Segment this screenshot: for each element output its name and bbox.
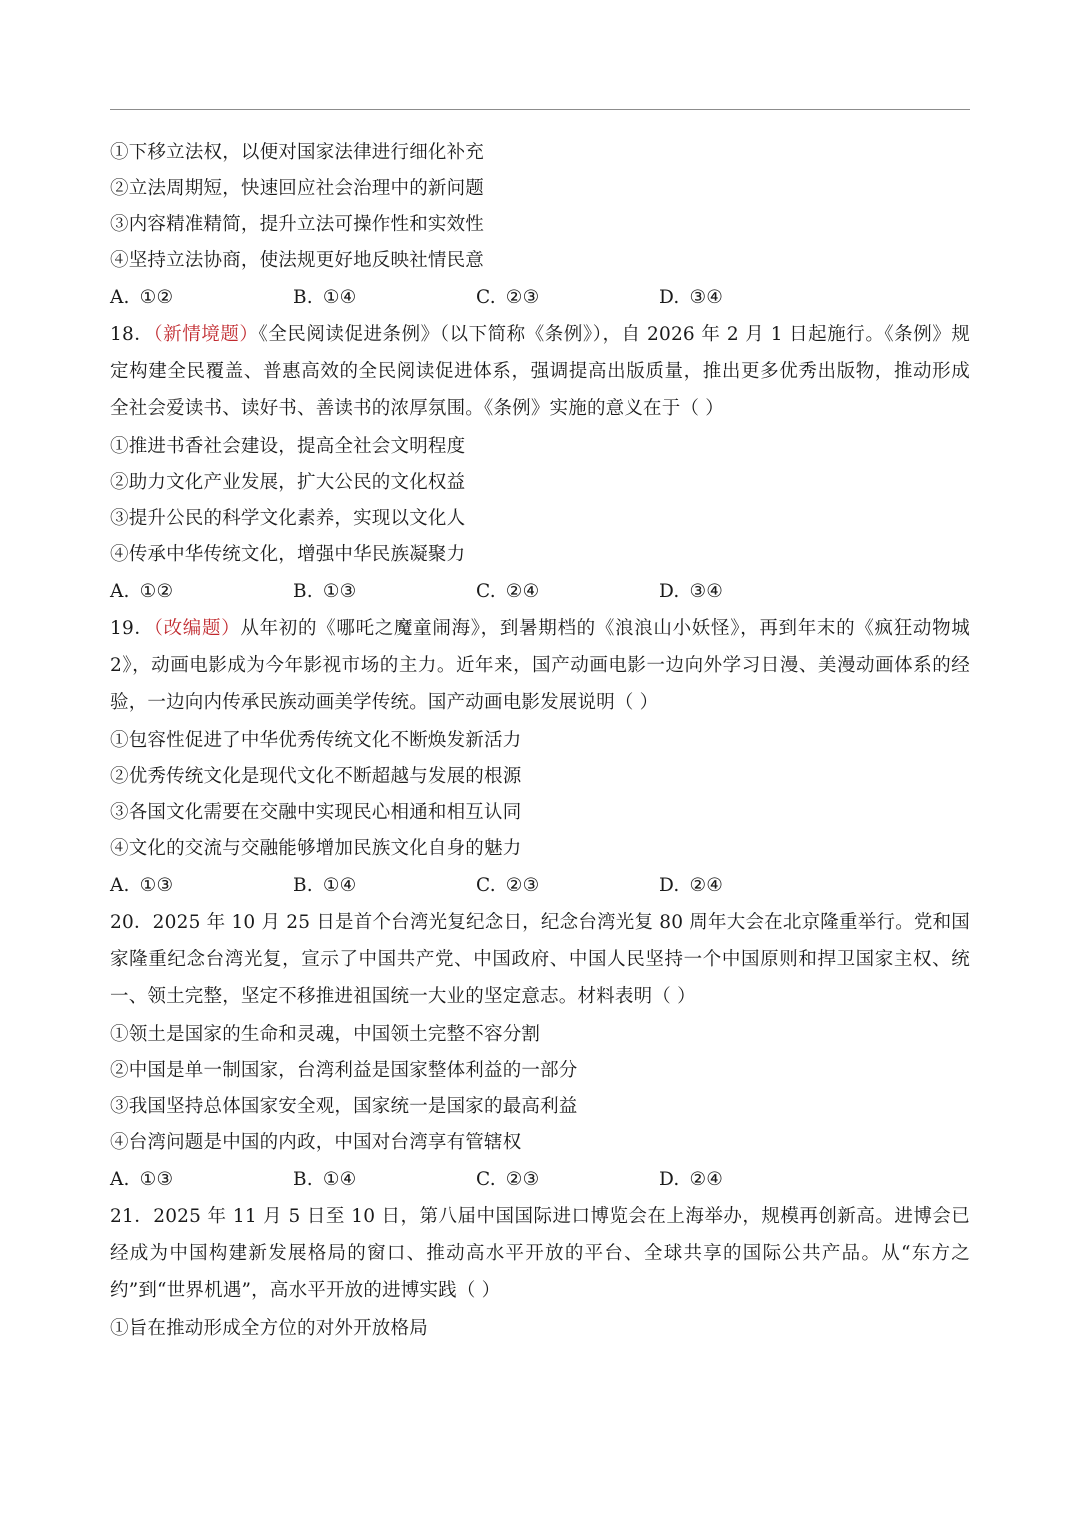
- q17-statement-4: ④坚持立法协商，使法规更好地反映社情民意: [110, 250, 485, 271]
- q19-stem-text: 从年初的《哪吒之魔童闹海》，到暑期档的《浪浪山小妖怪》，再到年末的《疯狂动物城 2》，动画电影成为今年影视市场的主力。近年来，国产动画电影一边向外学习日漫、美漫动画体系的经验，一边向内传承民族动画美学传统。国产动画电影发展说明（ ）: [110, 618, 970, 713]
- q19-option-a[interactable]: A. ①③: [110, 875, 174, 896]
- q18-option-a[interactable]: A. ①②: [110, 581, 174, 602]
- q17-option-a[interactable]: A. ①②: [110, 287, 174, 308]
- q20-option-a[interactable]: A. ①③: [110, 1169, 174, 1190]
- q19-number: 19．: [110, 618, 154, 639]
- q19-statement-3: ③各国文化需要在交融中实现民心相通和相互认同: [110, 802, 522, 823]
- q21-stem-text: 2025 年 11 月 5 日至 10 日，第八届中国国际进口博览会在上海举办，规模再创新高。进博会已经成为中国构建新发展格局的窗口、推动高水平开放的平台、全球共享的国际公共产品。从“东方之约”到“世界机遇”，高水平开放的进博实践（ ）: [110, 1206, 970, 1301]
- q17-option-c[interactable]: C. ②③: [476, 287, 540, 308]
- q19-stem: [110, 610, 970, 721]
- q17-statement-3: ③内容精准精简，提升立法可操作性和实效性: [110, 214, 485, 235]
- q20-option-d[interactable]: D. ②④: [659, 1169, 724, 1190]
- q20-option-c[interactable]: C. ②③: [476, 1169, 540, 1190]
- q19-option-d[interactable]: D. ②④: [659, 875, 724, 896]
- q20-statement-4: ④台湾问题是中国的内政，中国对台湾享有管辖权: [110, 1132, 522, 1153]
- q21-statement-1: ①旨在推动形成全方位的对外开放格局: [110, 1318, 428, 1339]
- q18-statement-1: ①推进书香社会建设，提高全社会文明程度: [110, 436, 466, 457]
- q19-tag: （改编题）: [153, 618, 241, 639]
- q18-stem: [110, 316, 970, 427]
- q18-option-d[interactable]: D. ③④: [659, 581, 724, 602]
- q20-stem-text: 2025 年 10 月 25 日是首个台湾光复纪念日，纪念台湾光复 80 周年大会在北京隆重举行。党和国家隆重纪念台湾光复，宣示了中国共产党、中国政府、中国人民坚持一个中国原则和捍卫国家主权、统一、领土完整，坚定不移推进祖国统一大业的坚定意志。材料表明（ ）: [110, 912, 970, 1007]
- q18-option-b[interactable]: B. ①③: [293, 581, 357, 602]
- q20-statement-2: ②中国是单一制国家，台湾利益是国家整体利益的一部分: [110, 1060, 578, 1081]
- q17-statement-2: ②立法周期短，快速回应社会治理中的新问题: [110, 178, 485, 199]
- q18-statement-4: ④传承中华传统文化，增强中华民族凝聚力: [110, 544, 466, 565]
- q18-stem-text: 《全民阅读促进条例》（以下简称《条例》），自 2026 年 2 月 1 日起施行。《条例》规定构建全民覆盖、普惠高效的全民阅读促进体系，强调提高出版质量，推出更多优秀出版物，推动形成全社会爱读书、读好书、善读书的浓厚氛围。《条例》实施的意义在于（ ）: [110, 324, 971, 419]
- q20-options: [110, 1167, 970, 1193]
- q18-option-c[interactable]: C. ②④: [476, 581, 540, 602]
- q18-options: [110, 579, 970, 605]
- q20-statement-1: ①领土是国家的生命和灵魂，中国领土完整不容分割: [110, 1024, 541, 1045]
- q18-statement-3: ③提升公民的科学文化素养，实现以文化人: [110, 508, 466, 529]
- q17-statement-1: ①下移立法权，以便对国家法律进行细化补充: [110, 142, 485, 163]
- q18-tag: （新情境题）: [153, 324, 259, 345]
- q20-statement-3: ③我国坚持总体国家安全观，国家统一是国家的最高利益: [110, 1096, 578, 1117]
- q19-option-c[interactable]: C. ②③: [476, 875, 540, 896]
- q20-stem: [110, 904, 970, 1015]
- q18-statement-2: ②助力文化产业发展，扩大公民的文化权益: [110, 472, 466, 493]
- q21-number: 21．: [110, 1206, 154, 1227]
- q21-stem: [110, 1198, 970, 1309]
- q17-option-d[interactable]: D. ③④: [659, 287, 724, 308]
- q20-number: 20．: [110, 912, 153, 933]
- q18-number: 18．: [110, 324, 154, 345]
- q19-option-b[interactable]: B. ①④: [293, 875, 357, 896]
- q19-statement-1: ①包容性促进了中华优秀传统文化不断焕发新活力: [110, 730, 522, 751]
- q19-statement-4: ④文化的交流与交融能够增加民族文化自身的魅力: [110, 838, 522, 859]
- q17-options: [110, 285, 970, 311]
- q19-options: [110, 873, 970, 899]
- q17-option-b[interactable]: B. ①④: [293, 287, 357, 308]
- q19-statement-2: ②优秀传统文化是现代文化不断超越与发展的根源: [110, 766, 522, 787]
- q20-option-b[interactable]: B. ①④: [293, 1169, 357, 1190]
- header-rule: [110, 109, 970, 110]
